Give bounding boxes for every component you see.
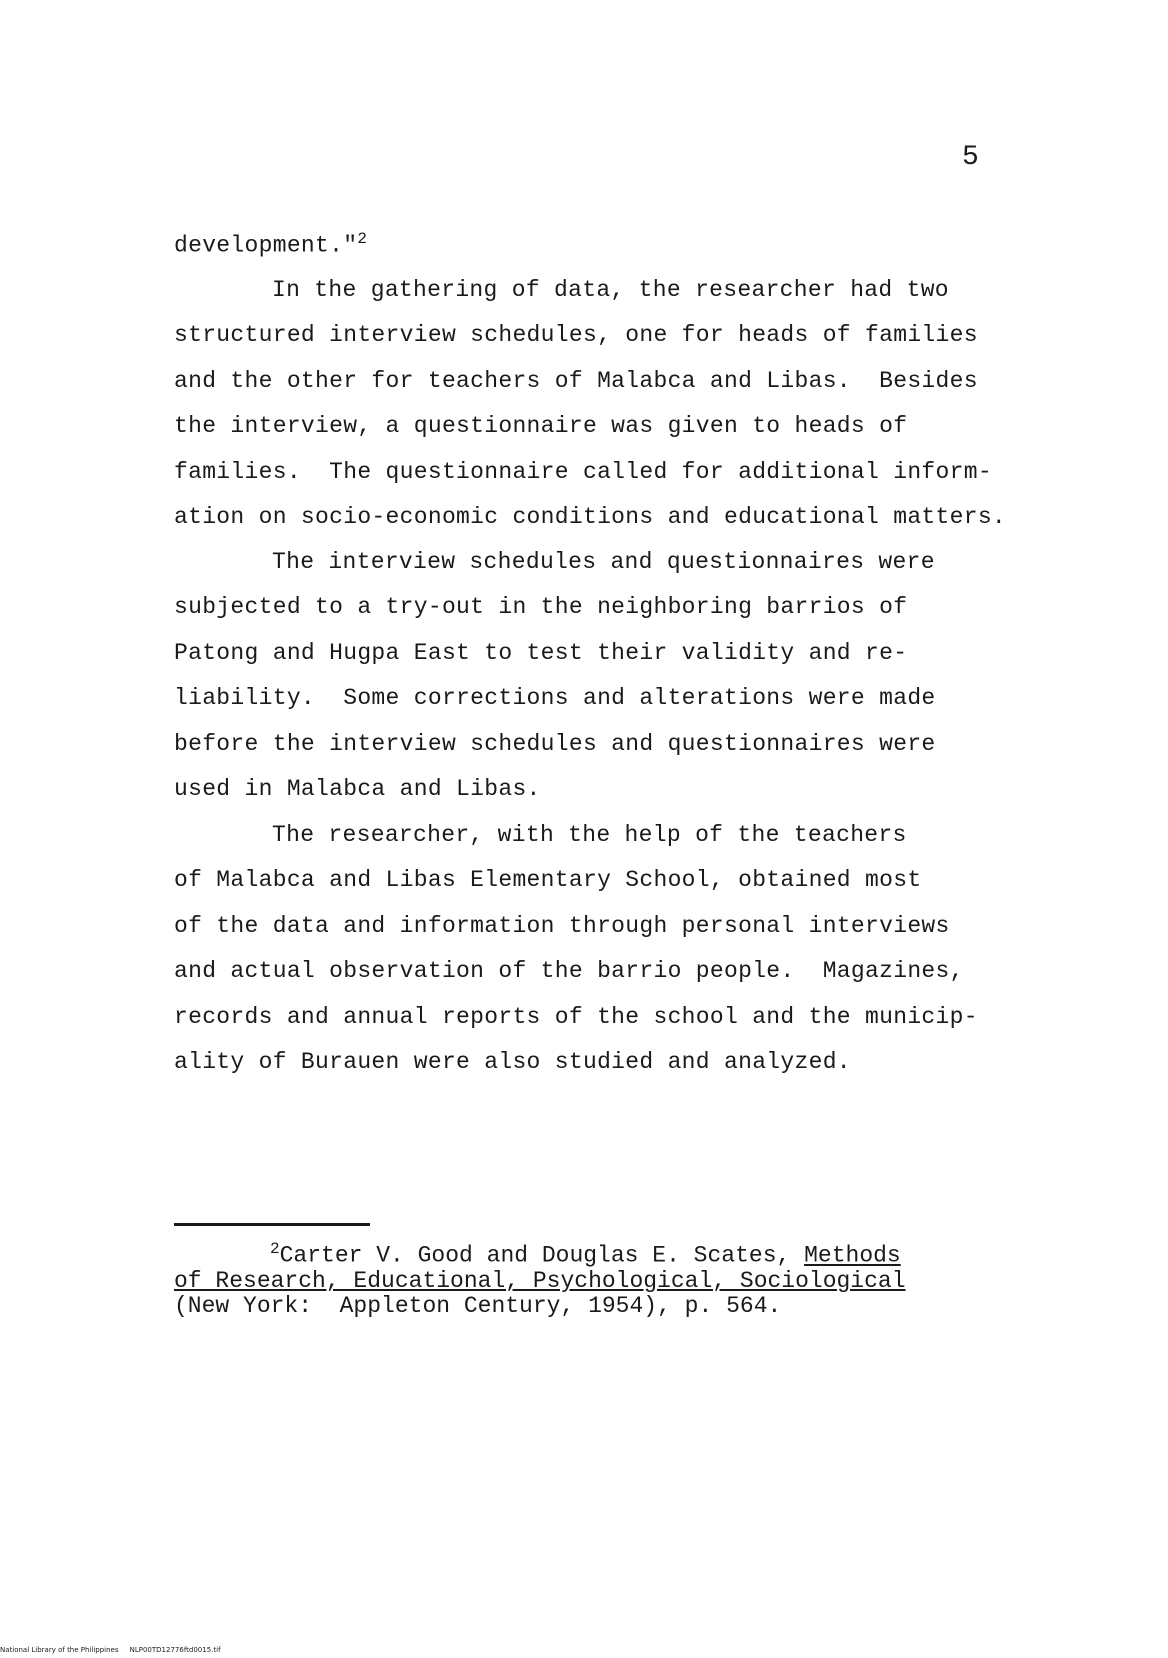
body-line-4: and the other for teachers of Malabca and Libas. Besides (174, 368, 978, 394)
footnote-line-2: of Research, Educational, Psychological, Sociological (174, 1268, 906, 1294)
page-number: 5 (962, 142, 979, 173)
footnote-title-start: Methods (804, 1242, 901, 1269)
footnote-rule (174, 1223, 370, 1226)
body-line-13: used in Malabca and Libas. (174, 776, 541, 802)
body-line-7: ation on socio-economic conditions and educational matters. (174, 504, 1007, 530)
body-line-16: of the data and information through personal interviews (174, 913, 950, 939)
archive-footer: National Library of the Philippines NLP00TD12776ftd0015.tif (0, 1646, 221, 1654)
footnote-mark: 2 (270, 1240, 280, 1258)
body-line-5: the interview, a questionnaire was given to heads of (174, 413, 908, 439)
body-line-3: structured interview schedules, one for heads of families (174, 322, 978, 348)
footnote-authors: Carter V. Good and Douglas E. Scates, (279, 1242, 805, 1269)
footnote-reference: 2 (357, 230, 368, 248)
body-line-6: families. The questionnaire called for additional inform- (174, 459, 992, 485)
footnote-line-1 (270, 1240, 901, 1269)
body-line-15: of Malabca and Libas Elementary School, obtained most (174, 867, 922, 893)
body-line-8: The interview schedules and questionnaires were (272, 549, 935, 575)
body-line-17: and actual observation of the barrio people. Magazines, (174, 958, 964, 984)
body-line-14: The researcher, with the help of the teachers (272, 822, 907, 848)
body-line-12: before the interview schedules and questionnaires were (174, 731, 936, 757)
body-line-1-text: development." (174, 232, 358, 259)
body-line-19: ality of Burauen were also studied and analyzed. (174, 1049, 851, 1075)
body-line-1 (174, 230, 367, 259)
body-line-2: In the gathering of data, the researcher had two (272, 277, 949, 303)
body-line-9: subjected to a try-out in the neighboring barrios of (174, 594, 908, 620)
body-line-18: records and annual reports of the school and the municip- (174, 1004, 978, 1030)
body-line-10: Patong and Hugpa East to test their validity and re- (174, 640, 908, 666)
body-line-11: liability. Some corrections and alterations were made (174, 685, 936, 711)
footnote-line-3: (New York: Appleton Century, 1954), p. 564. (174, 1293, 782, 1319)
